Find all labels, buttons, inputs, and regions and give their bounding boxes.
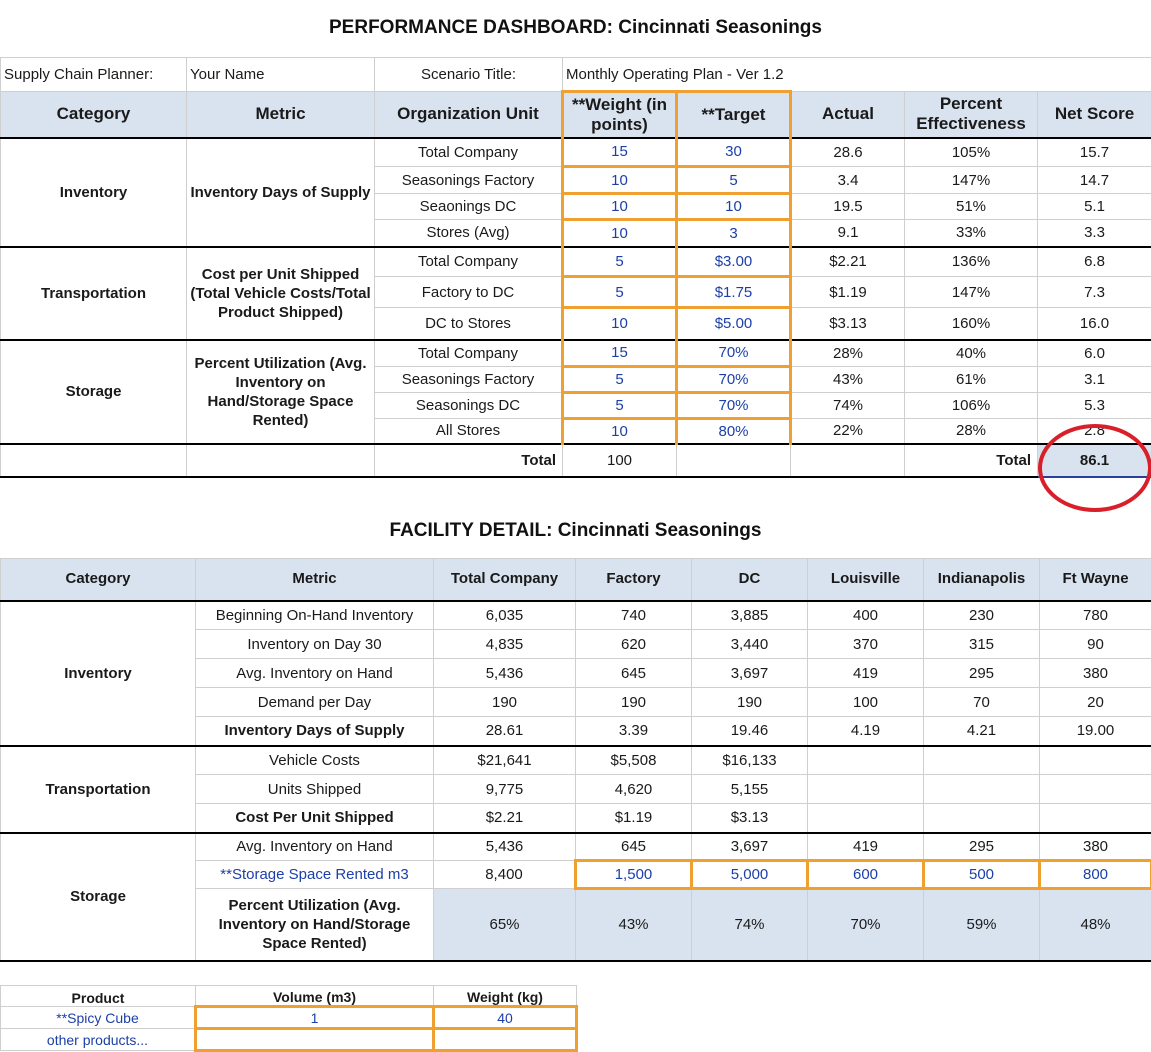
- header-total-company: Total Company: [434, 559, 576, 601]
- header-factory: Factory: [576, 559, 692, 601]
- actual-cell: $1.19: [791, 277, 905, 308]
- weight-input[interactable]: 15: [563, 340, 677, 367]
- value-cell: 59%: [924, 889, 1040, 961]
- table-row: [1, 247, 1151, 277]
- target-input[interactable]: 70%: [677, 340, 791, 367]
- header-louisville: Louisville: [808, 559, 924, 601]
- metric-cell: Inventory Days of Supply: [187, 138, 375, 247]
- org-unit-cell: Stores (Avg): [375, 220, 563, 247]
- score-cell: 3.1: [1038, 367, 1151, 393]
- value-cell: 380: [1040, 833, 1151, 861]
- total-label-2: Total: [905, 444, 1038, 477]
- scenario-label: Scenario Title:: [375, 58, 563, 92]
- value-cell: 20: [1040, 688, 1151, 717]
- target-input[interactable]: 30: [677, 138, 791, 167]
- weight-input[interactable]: 5: [563, 367, 677, 393]
- percent-cell: 28%: [905, 419, 1038, 444]
- header-category: Category: [1, 559, 196, 601]
- percent-cell: 61%: [905, 367, 1038, 393]
- value-cell: 3.39: [576, 717, 692, 746]
- target-input[interactable]: $1.75: [677, 277, 791, 308]
- dashboard-title: PERFORMANCE DASHBOARD: Cincinnati Seasonings: [0, 17, 1151, 39]
- table-row: [1, 138, 1151, 167]
- value-cell: 740: [576, 601, 692, 630]
- score-cell: 6.0: [1038, 340, 1151, 367]
- weight-input[interactable]: 10: [563, 308, 677, 340]
- percent-cell: 40%: [905, 340, 1038, 367]
- total-label: Total: [375, 444, 563, 477]
- org-unit-cell: Total Company: [375, 247, 563, 277]
- value-cell: 8,400: [434, 861, 576, 889]
- score-cell: 5.3: [1038, 393, 1151, 419]
- percent-cell: 160%: [905, 308, 1038, 340]
- category-cell: Storage: [1, 340, 187, 444]
- table-row: [1, 601, 1151, 630]
- value-cell: $2.21: [434, 804, 576, 833]
- weight-input[interactable]: 10: [563, 220, 677, 247]
- percent-cell: 136%: [905, 247, 1038, 277]
- actual-cell: 43%: [791, 367, 905, 393]
- org-unit-cell: Seasonings Factory: [375, 167, 563, 194]
- value-cell: 5,436: [434, 659, 576, 688]
- metric-cell: Cost per Unit Shipped (Total Vehicle Costs/Total Product Shipped): [187, 247, 375, 340]
- actual-cell: 3.4: [791, 167, 905, 194]
- header-org-unit: Organization Unit: [375, 92, 563, 138]
- metric-cell: Avg. Inventory on Hand: [196, 659, 434, 688]
- storage-input[interactable]: 1,500: [576, 861, 692, 889]
- org-unit-cell: Total Company: [375, 340, 563, 367]
- value-cell: 190: [692, 688, 808, 717]
- target-input[interactable]: 5: [677, 167, 791, 194]
- product-name: **Spicy Cube: [1, 1007, 196, 1029]
- category-cell: Transportation: [1, 746, 196, 833]
- value-cell: 3,697: [692, 833, 808, 861]
- value-cell: 645: [576, 659, 692, 688]
- score-cell: 7.3: [1038, 277, 1151, 308]
- actual-cell: 28%: [791, 340, 905, 367]
- storage-input[interactable]: 500: [924, 861, 1040, 889]
- metric-cell: Inventory on Day 30: [196, 630, 434, 659]
- percent-cell: 51%: [905, 194, 1038, 220]
- table-row: [1, 746, 1151, 775]
- actual-cell: 19.5: [791, 194, 905, 220]
- org-unit-cell: Total Company: [375, 138, 563, 167]
- value-cell: 90: [1040, 630, 1151, 659]
- value-cell: 3,885: [692, 601, 808, 630]
- metric-cell: Cost Per Unit Shipped: [196, 804, 434, 833]
- value-cell: 419: [808, 833, 924, 861]
- score-cell: 6.8: [1038, 247, 1151, 277]
- metric-cell: Demand per Day: [196, 688, 434, 717]
- value-cell: 4.19: [808, 717, 924, 746]
- value-cell: $21,641: [434, 746, 576, 775]
- value-cell: 3,697: [692, 659, 808, 688]
- table-row: [1, 340, 1151, 367]
- header-target: **Target: [677, 92, 791, 138]
- percent-cell: 33%: [905, 220, 1038, 247]
- storage-input[interactable]: 600: [808, 861, 924, 889]
- target-input[interactable]: 70%: [677, 393, 791, 419]
- weight-input[interactable]: 5: [563, 247, 677, 277]
- planner-label: Supply Chain Planner:: [1, 58, 187, 92]
- header-product: Product: [1, 986, 196, 1007]
- highlight-circle: [1035, 420, 1151, 516]
- header-net-score: Net Score: [1038, 92, 1151, 138]
- value-cell: 74%: [692, 889, 808, 961]
- org-unit-cell: Factory to DC: [375, 277, 563, 308]
- actual-cell: 22%: [791, 419, 905, 444]
- value-cell: 295: [924, 659, 1040, 688]
- value-cell: 4,835: [434, 630, 576, 659]
- score-cell: 3.3: [1038, 220, 1151, 247]
- value-cell: 3,440: [692, 630, 808, 659]
- value-cell: $1.19: [576, 804, 692, 833]
- weight-input[interactable]: 15: [563, 138, 677, 167]
- value-cell: 645: [576, 833, 692, 861]
- value-cell: 780: [1040, 601, 1151, 630]
- value-cell: 6,035: [434, 601, 576, 630]
- value-cell: 28.61: [434, 717, 576, 746]
- value-cell: 190: [576, 688, 692, 717]
- dashboard-header-row: [1, 92, 1151, 138]
- org-unit-cell: Seasonings Factory: [375, 367, 563, 393]
- category-cell: Storage: [1, 833, 196, 961]
- score-cell: 5.1: [1038, 194, 1151, 220]
- value-cell: 5,155: [692, 775, 808, 804]
- org-unit-cell: All Stores: [375, 419, 563, 444]
- actual-cell: $2.21: [791, 247, 905, 277]
- total-row: [1, 444, 1151, 477]
- category-cell: Inventory: [1, 601, 196, 746]
- facility-title: FACILITY DETAIL: Cincinnati Seasonings: [0, 520, 1151, 542]
- value-cell: 295: [924, 833, 1040, 861]
- table-row: [1, 833, 1151, 861]
- value-cell: 19.00: [1040, 717, 1151, 746]
- weight-input[interactable]: 10: [563, 194, 677, 220]
- value-cell: $5,508: [576, 746, 692, 775]
- metric-cell: Percent Utilization (Avg. Inventory on Hand/Storage Space Rented): [196, 889, 434, 961]
- header-metric: Metric: [196, 559, 434, 601]
- header-ft-wayne: Ft Wayne: [1040, 559, 1151, 601]
- percent-cell: 105%: [905, 138, 1038, 167]
- actual-cell: 28.6: [791, 138, 905, 167]
- header-dc: DC: [692, 559, 808, 601]
- product-table: [0, 985, 578, 1052]
- value-cell: 370: [808, 630, 924, 659]
- header-indianapolis: Indianapolis: [924, 559, 1040, 601]
- actual-cell: 9.1: [791, 220, 905, 247]
- org-unit-cell: Seasonings DC: [375, 393, 563, 419]
- table-row: [1, 1029, 577, 1051]
- product-header-row: [1, 986, 577, 1007]
- value-cell: 48%: [1040, 889, 1151, 961]
- weight-input[interactable]: 10: [563, 167, 677, 194]
- percent-cell: 106%: [905, 393, 1038, 419]
- header-weight: **Weight (in points): [563, 92, 677, 138]
- product-name: other products...: [1, 1029, 196, 1051]
- metric-cell: Beginning On-Hand Inventory: [196, 601, 434, 630]
- weight-input[interactable]: [434, 1029, 577, 1051]
- value-cell: 4,620: [576, 775, 692, 804]
- score-cell: 2.8: [1038, 419, 1151, 444]
- actual-cell: 74%: [791, 393, 905, 419]
- total-weight: 100: [563, 444, 677, 477]
- table-row: [1, 1007, 577, 1029]
- value-cell: 43%: [576, 889, 692, 961]
- header-metric: Metric: [187, 92, 375, 138]
- target-input[interactable]: $3.00: [677, 247, 791, 277]
- volume-input[interactable]: 1: [196, 1007, 434, 1029]
- weight-input[interactable]: 40: [434, 1007, 577, 1029]
- value-cell: 19.46: [692, 717, 808, 746]
- value-cell: 230: [924, 601, 1040, 630]
- weight-input[interactable]: 10: [563, 419, 677, 444]
- percent-cell: 147%: [905, 167, 1038, 194]
- percent-cell: 147%: [905, 277, 1038, 308]
- target-input[interactable]: 80%: [677, 419, 791, 444]
- score-cell: 15.7: [1038, 138, 1151, 167]
- facility-table: [0, 558, 1151, 962]
- volume-input[interactable]: [196, 1029, 434, 1051]
- header-weight: Weight (kg): [434, 986, 577, 1007]
- metric-cell: **Storage Space Rented m3: [196, 861, 434, 889]
- scenario-value[interactable]: Monthly Operating Plan - Ver 1.2: [563, 58, 1151, 92]
- value-cell: 380: [1040, 659, 1151, 688]
- value-cell: 620: [576, 630, 692, 659]
- weight-input[interactable]: 5: [563, 393, 677, 419]
- metric-cell: Percent Utilization (Avg. Inventory on Hand/Storage Space Rented): [187, 340, 375, 444]
- total-net-score: 86.1: [1038, 444, 1151, 477]
- value-cell: 5,436: [434, 833, 576, 861]
- metric-cell: Units Shipped: [196, 775, 434, 804]
- header-category: Category: [1, 92, 187, 138]
- value-cell: 419: [808, 659, 924, 688]
- planner-row: [1, 58, 1151, 92]
- header-percent: Percent Effectiveness: [905, 92, 1038, 138]
- value-cell: 65%: [434, 889, 576, 961]
- dashboard-table: [0, 57, 1151, 478]
- storage-input[interactable]: 800: [1040, 861, 1151, 889]
- value-cell: $3.13: [692, 804, 808, 833]
- score-cell: 16.0: [1038, 308, 1151, 340]
- facility-header-row: [1, 559, 1151, 601]
- value-cell: 70: [924, 688, 1040, 717]
- planner-value[interactable]: Your Name: [187, 58, 375, 92]
- value-cell: 100: [808, 688, 924, 717]
- value-cell: 400: [808, 601, 924, 630]
- value-cell: 9,775: [434, 775, 576, 804]
- metric-cell: Vehicle Costs: [196, 746, 434, 775]
- target-input[interactable]: 70%: [677, 367, 791, 393]
- storage-input[interactable]: 5,000: [692, 861, 808, 889]
- header-actual: Actual: [791, 92, 905, 138]
- actual-cell: $3.13: [791, 308, 905, 340]
- category-cell: Inventory: [1, 138, 187, 247]
- metric-cell: Avg. Inventory on Hand: [196, 833, 434, 861]
- value-cell: 315: [924, 630, 1040, 659]
- score-cell: 14.7: [1038, 167, 1151, 194]
- org-unit-cell: Seaonings DC: [375, 194, 563, 220]
- value-cell: 70%: [808, 889, 924, 961]
- header-volume: Volume (m3): [196, 986, 434, 1007]
- target-input[interactable]: 3: [677, 220, 791, 247]
- value-cell: 190: [434, 688, 576, 717]
- weight-input[interactable]: 5: [563, 277, 677, 308]
- target-input[interactable]: 10: [677, 194, 791, 220]
- target-input[interactable]: $5.00: [677, 308, 791, 340]
- org-unit-cell: DC to Stores: [375, 308, 563, 340]
- category-cell: Transportation: [1, 247, 187, 340]
- value-cell: 4.21: [924, 717, 1040, 746]
- metric-cell: Inventory Days of Supply: [196, 717, 434, 746]
- value-cell: $16,133: [692, 746, 808, 775]
